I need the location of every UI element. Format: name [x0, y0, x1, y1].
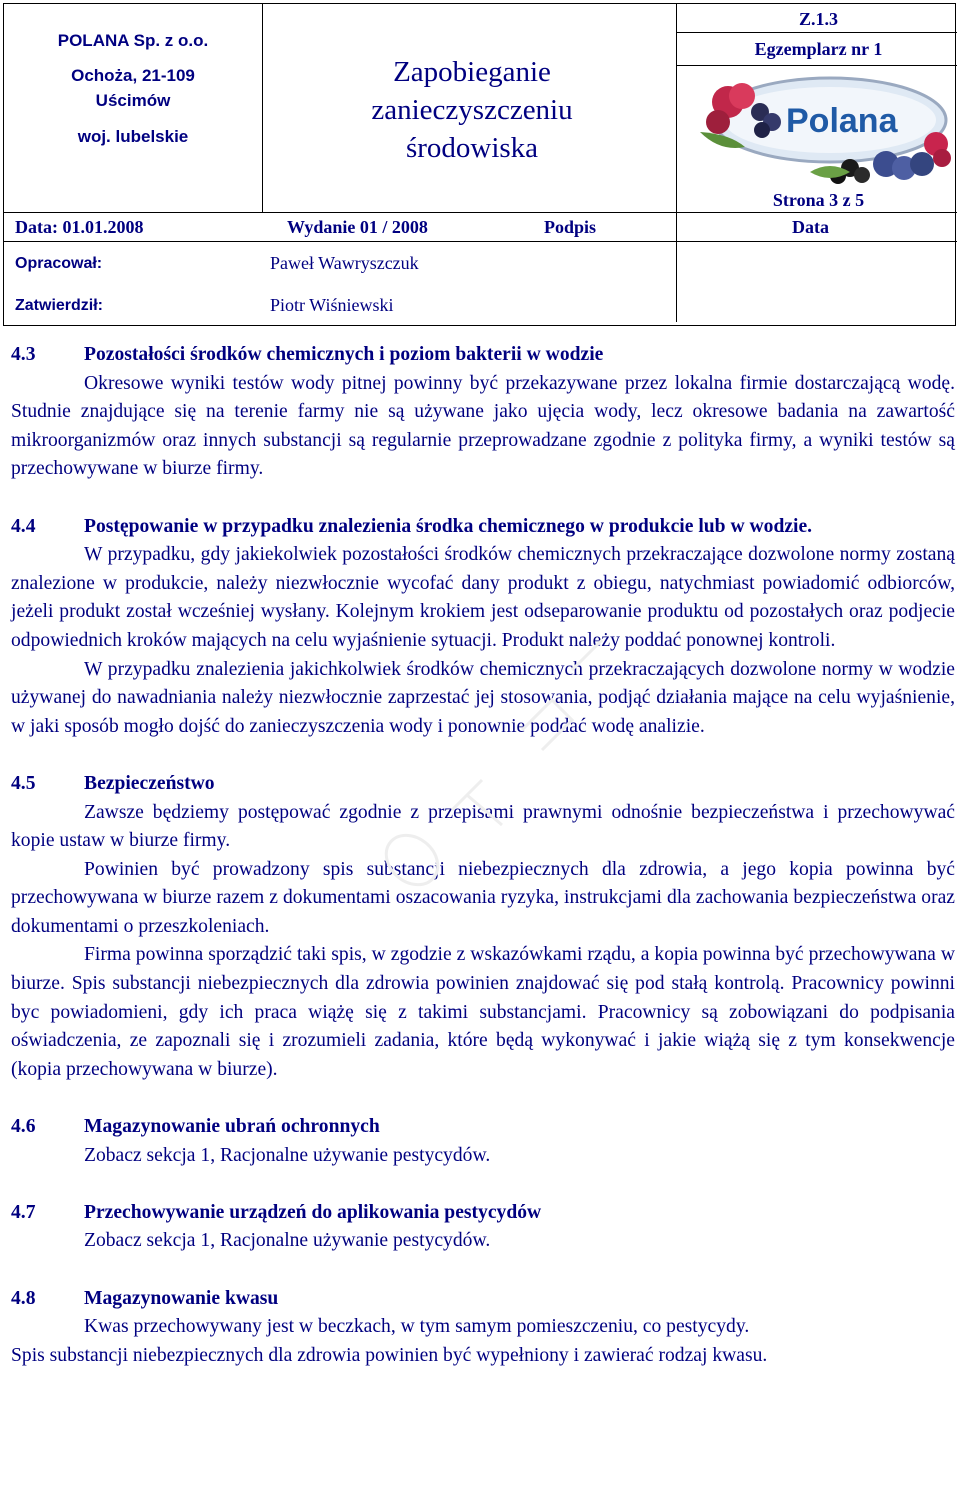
polana-logo [690, 72, 952, 188]
approved-by-name: Piotr Wiśniewski [270, 295, 394, 315]
section-heading-4-4: 4.4 Postępowanie w przypadku znalezienia środka chemicznego w produkcie lub w wodzie. [11, 515, 813, 537]
section-4-5-paragraph-3: Firma powinna sporządzić taki spis, w zgodzie z wskazówkami rządu, a kopia powinna być przechowywana w biurze. Spis substancji niebezpiecznych dla zdrowia powinien znajdować się pod stałą kontrolą. Pracownicy powinni byc powiadomieni, gdy ich praca wiążę się z takimi substancjami. Pracownicy są zobowiązani do podpisania oświadczenia, ze zapoznali się i zrozumieli zadania, które będą wykonywać i jakie wiążą się z tym konsekwencje (kopia przechowywana w biurze). [11, 944, 955, 1080]
document-header-table [3, 3, 956, 326]
copy-number: Egzemplarz nr 1 [754, 39, 883, 59]
section-heading-4-8: 4.8 Magazynowanie kwasu [11, 1287, 279, 1309]
section-4-6-paragraph: Zobacz sekcja 1, Racjonalne używanie pestycydów. [84, 1144, 491, 1166]
section-heading-4-5: 4.5 Bezpieczeństwo [11, 772, 215, 794]
document-title-line2: zanieczyszczeniu [371, 94, 573, 126]
signature-column-label: Podpis [544, 217, 597, 237]
address-line1: Ochoża, 21-109 [71, 66, 195, 85]
edition: Wydanie 01 / 2008 [287, 217, 428, 237]
prepared-by-name: Paweł Wawryszczuk [270, 253, 419, 273]
section-4-4-paragraph-1: W przypadku, gdy jakiekolwiek pozostałości środków chemicznych przekraczające dozwolone normy zostaną znalezione w produkcie, należy niezwłocznie wycofać dany produkt z obiegu, natychmiast powiadomić odbiorców, jeżeli produkt został wcześniej wysłany. Kolejnym krokiem jest odseparowanie produktu od pozostałych oraz podjecie odpowiednich kroków mających na celu wyjaśnienie sytuacji. Produkt należy poddać ponownej kontroli. [11, 544, 955, 651]
section-4-8-paragraph-1: Kwas przechowywany jest w beczkach, w tym samym pomieszczeniu, co pestycydy. [84, 1316, 750, 1338]
section-4-5-paragraph-2: Powinien być prowadzony spis substancji niebezpiecznych dla zdrowia, a jego kopia powinna być przechowywana w biurze razem z dokumentami oszacowania ryzyka, instrukcjami dla zachowania bezpieczeństwa oraz dokumentami o przeszkoleniach. [11, 858, 955, 937]
document-title-line3: środowiska [405, 132, 539, 164]
section-4-4-paragraph-2: W przypadku znalezienia jakichkolwiek środków chemicznych przekraczających dozwolone normy w wodzie używanej do nawadniania należy niezwłocznie zaprzestać jej stosowania, podjąć działania mające na celu wyjaśnienie, w jaki sposób mogło dojść do zanieczyszczenia wody i ponownie poddać wodę analizie. [11, 658, 955, 737]
document-body [11, 341, 955, 1370]
address-line3: woj. lubelskie [77, 127, 189, 146]
issue-date: Data: 01.01.2008 [15, 217, 144, 237]
section-heading-4-7: 4.7 Przechowywanie urządzeń do aplikowania pestycydów [11, 1201, 542, 1223]
date-column-label: Data [792, 217, 829, 237]
section-heading-4-6: 4.6 Magazynowanie ubrań ochronnych [11, 1116, 380, 1138]
section-heading-4-3: 4.3 Pozostałości środków chemicznych i poziom bakterii w wodzie [11, 344, 604, 365]
prepared-by-label: Opracował: [15, 255, 103, 272]
company-name: POLANA Sp. z o.o. [57, 31, 209, 50]
section-4-5-paragraph-1: Zawsze będziemy postępować zgodnie z przepisami prawnymi odnośnie bezpieczeństwa i przechowywać kopie ustaw w biurze firmy. [11, 801, 955, 852]
document-code: Z.1.3 [798, 9, 838, 29]
section-4-3-paragraph: Okresowe wyniki testów wody pitnej powinny być przekazywane przez lokalna firmie dostarczającą wodę. Studnie znajdujące się na terenie farmy nie są używane jako ujęcia wody, lecz okresowe badania na zawartość mikroorganizmów oraz innych substancji są regularnie przeprowadzane zgodnie z polityka firmy, a wyniki testów są przechowywane w biurze firmy. [11, 372, 955, 480]
document-title-line1: Zapobieganie [393, 56, 551, 88]
section-4-8-paragraph-2: Spis substancji niebezpiecznych dla zdrowia powinien być wypełniony i zawierać rodzaj kwasu. [11, 1344, 768, 1366]
section-4-7-paragraph: Zobacz sekcja 1, Racjonalne używanie pestycydów. [84, 1230, 491, 1252]
address-line2: Uścimów [95, 91, 171, 110]
page-number: Strona 3 z 5 [772, 190, 865, 210]
approved-by-label: Zatwierdził: [15, 297, 104, 314]
logo-text: Polana [786, 102, 898, 140]
